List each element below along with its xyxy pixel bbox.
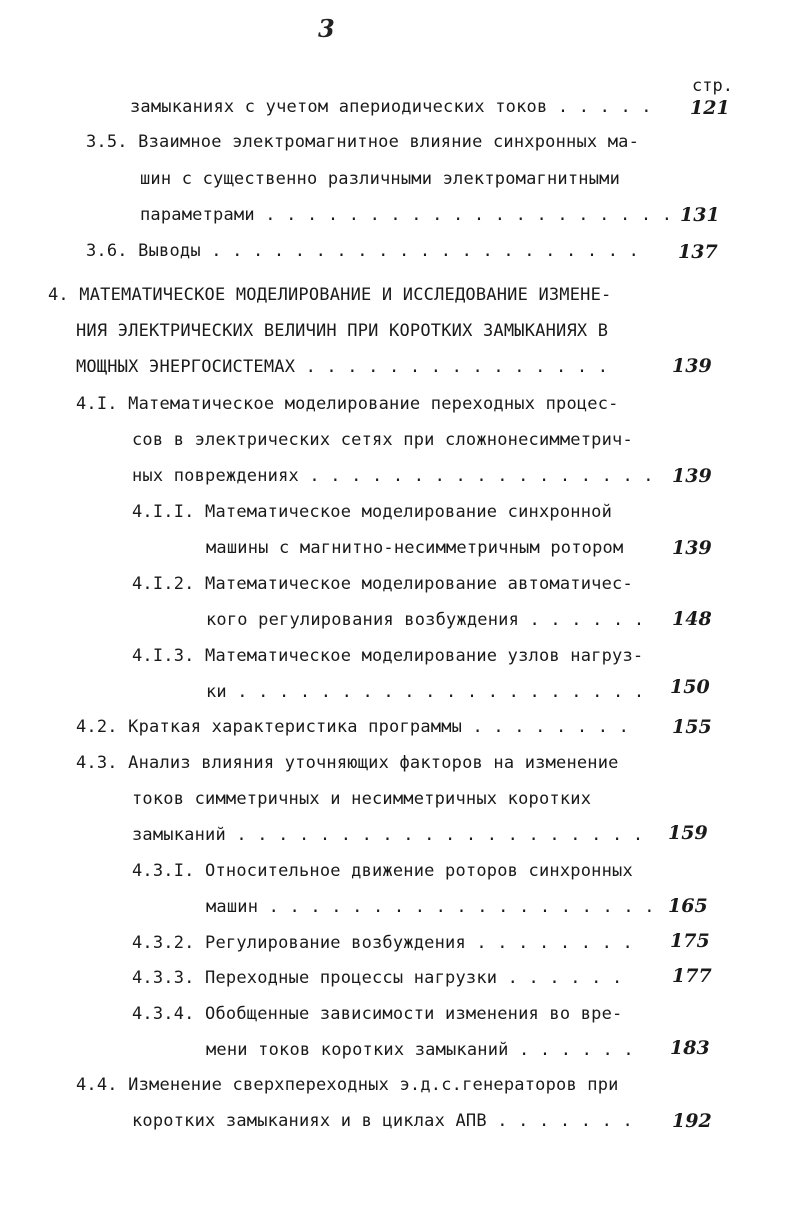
toc-page-ref: 150 [670, 676, 710, 698]
toc-line: токов симметричных и несимметричных коротких [132, 789, 592, 809]
page-column-label: стр. [692, 76, 733, 96]
toc-line: НИЯ ЭЛЕКТРИЧЕСКИХ ВЕЛИЧИН ПРИ КОРОТКИХ ЗАМЫКАНИЯХ В [76, 321, 609, 341]
toc-line: замыканий . . . . . . . . . . . . . . . . . . . . [132, 825, 644, 845]
toc-line: 4.2. Краткая характеристика программы . . . . . . . . [76, 717, 630, 737]
toc-line: 4.I.I. Математическое моделирование синхронной [132, 502, 613, 522]
toc-line: 4.3.4. Обобщенные зависимости изменения во вре- [132, 1004, 623, 1024]
toc-page-ref: 175 [670, 930, 710, 952]
toc-line: 4.4. Изменение сверхпереходных э.д.с.генераторов при [76, 1075, 619, 1095]
toc-line: замыканиях с учетом апериодических токов . . . . . [130, 97, 652, 117]
toc-line: машины с магнитно-несимметричным ротором [206, 538, 624, 558]
toc-page-ref: 183 [670, 1037, 710, 1059]
toc-page-ref: 165 [668, 895, 708, 917]
toc-line: 4. МАТЕМАТИЧЕСКОЕ МОДЕЛИРОВАНИЕ И ИССЛЕДОВАНИЕ ИЗМЕНЕ- [48, 285, 612, 305]
toc-line: коротких замыканиях и в циклах АПВ . . . . . . . [132, 1111, 633, 1131]
toc-line: ки . . . . . . . . . . . . . . . . . . . . [206, 682, 645, 702]
toc-page-ref: 139 [672, 537, 712, 559]
toc-line: ных повреждениях . . . . . . . . . . . . . . . . . [132, 466, 654, 486]
toc-page-ref: 155 [672, 716, 712, 738]
toc-line: 4.I.2. Математическое моделирование автоматичес- [132, 574, 633, 594]
toc-line: шин с существенно различными электромагнитными [140, 169, 621, 189]
toc-line: 4.3. Анализ влияния уточняющих факторов на изменение [76, 753, 619, 773]
toc-line: сов в электрических сетях при сложнонесимметрич- [132, 430, 633, 450]
toc-line: параметрами . . . . . . . . . . . . . . . . . . . . [140, 205, 673, 225]
toc-page-ref: 139 [672, 355, 712, 377]
toc-line: 4.3.I. Относительное движение роторов синхронных [132, 861, 633, 881]
toc-line: кого регулирования возбуждения . . . . . . [206, 610, 645, 630]
toc-page-ref: 131 [680, 204, 720, 226]
toc-line: 3.6. Выводы . . . . . . . . . . . . . . . . . . . . . [86, 241, 640, 261]
toc-line: 4.3.2. Регулирование возбуждения . . . . . . . . [132, 933, 633, 953]
toc-line: мени токов коротких замыканий . . . . . . [206, 1040, 634, 1060]
toc-line: МОЩНЫХ ЭНЕРГОСИСТЕМАХ . . . . . . . . . . . . . . . [76, 357, 609, 377]
toc-line: 4.I.3. Математическое моделирование узлов нагруз- [132, 646, 644, 666]
toc-page-ref: 159 [668, 822, 708, 844]
toc-line: 3.5. Взаимное электромагнитное влияние синхронных ма- [86, 132, 640, 152]
toc-page-ref: 192 [672, 1110, 712, 1132]
toc-page-ref: 139 [672, 465, 712, 487]
toc-page-ref: 148 [672, 608, 712, 630]
toc-line: машин . . . . . . . . . . . . . . . . . . . [206, 897, 655, 917]
toc-page-ref: 121 [690, 97, 730, 119]
toc-line: 4.I. Математическое моделирование переходных процес- [76, 394, 619, 414]
page-number: 3 [318, 14, 335, 43]
toc-page-ref: 177 [672, 965, 712, 987]
toc-page-ref: 137 [678, 241, 718, 263]
toc-line: 4.3.3. Переходные процессы нагрузки . . . . . . [132, 968, 623, 988]
